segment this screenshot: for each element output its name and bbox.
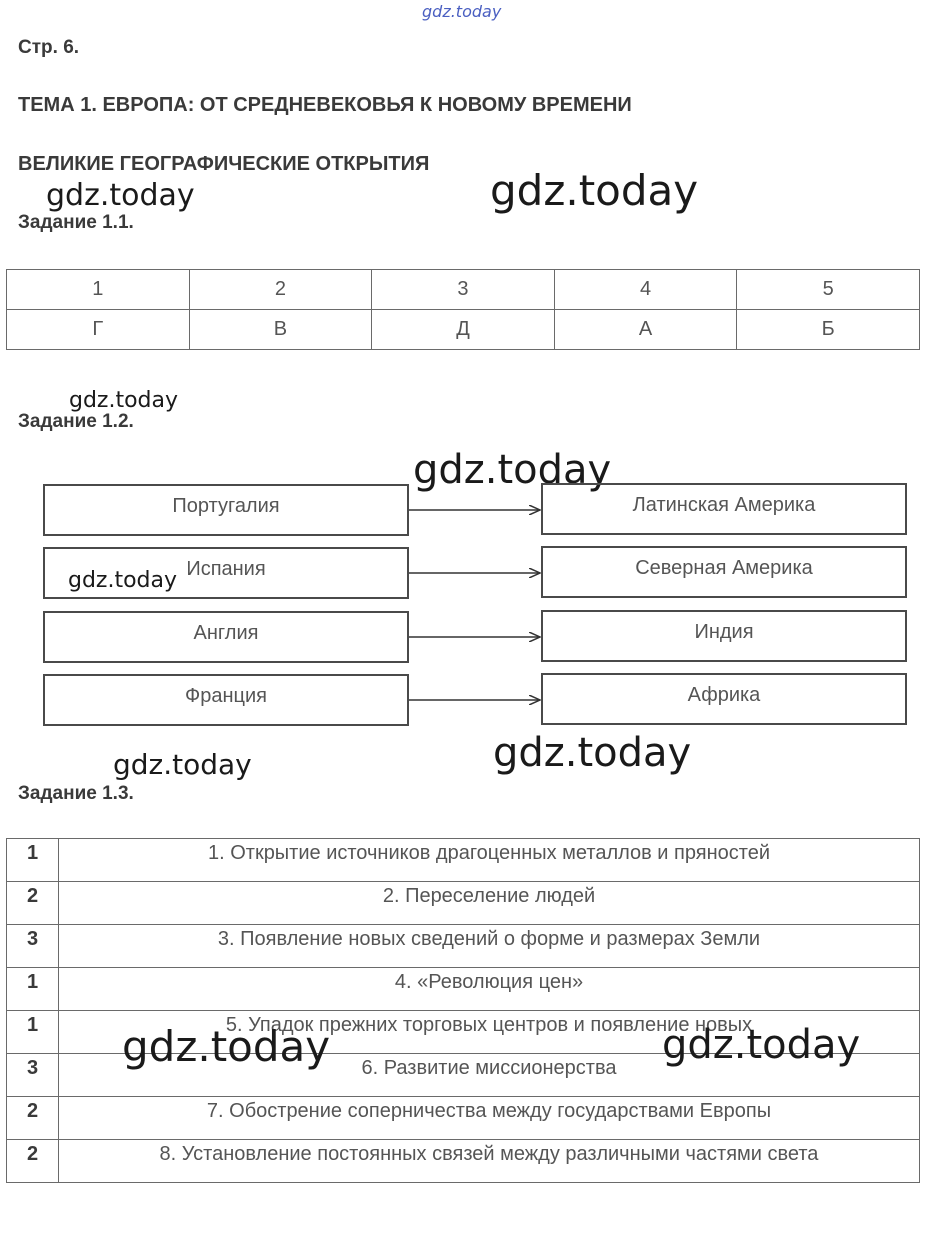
table-row [7,1140,920,1183]
table-row [7,882,920,925]
watermark: gdz.today [413,447,612,493]
table-row [7,968,920,1011]
consequence-text: 5. Упадок прежних торговых центров и появление новых [59,1011,920,1054]
watermark: gdz.today [46,178,195,213]
watermark: gdz.today [493,730,692,776]
country-label: Испания [186,558,266,580]
answer-number: 3 [7,925,59,968]
consequence-text: 2. Переселение людей [59,882,920,925]
table-cell: Б [737,310,920,350]
table-cell: Г [7,310,190,350]
table-cell: 4 [554,270,737,310]
task-1-3-table [6,838,920,1183]
table-row [7,925,920,968]
consequence-text: 4. «Революция цен» [59,968,920,1011]
consequence-text: 3. Появление новых сведений о форме и размерах Земли [59,925,920,968]
country-label: Англия [193,622,259,644]
answer-number: 3 [7,1054,59,1097]
consequence-text: 7. Обострение соперничества между государствами Европы [59,1097,920,1140]
table-cell: 3 [372,270,555,310]
watermark: gdz.today [113,748,252,781]
task-1-2-title: Задание 1.2. [18,411,134,432]
watermark: gdz.today [68,568,178,593]
watermark: gdz.today [122,1022,331,1071]
answer-number: 1 [7,1011,59,1054]
answer-number: 2 [7,1097,59,1140]
table-cell: 2 [189,270,372,310]
watermark: gdz.today [69,388,179,413]
section-title: ВЕЛИКИЕ ГЕОГРАФИЧЕСКИЕ ОТКРЫТИЯ [18,153,430,175]
consequence-text: 8. Установление постоянных связей между различными частями света [59,1140,920,1183]
page-label: Стр. 6. [18,37,80,58]
country-label: Португалия [172,495,280,517]
table-row [7,1097,920,1140]
table-cell: А [554,310,737,350]
region-label: Северная Америка [635,557,813,579]
region-label: Африка [687,684,761,706]
table-row [7,839,920,882]
region-label: Индия [694,621,754,643]
table-cell: 5 [737,270,920,310]
answer-number: 1 [7,968,59,1011]
watermark: gdz.today [662,1022,861,1068]
answer-number: 1 [7,839,59,882]
consequence-text: 6. Развитие миссионерства [59,1054,920,1097]
task-1-3-title: Задание 1.3. [18,783,134,804]
answer-number: 2 [7,882,59,925]
region-label: Латинская Америка [632,494,816,516]
theme-title: ТЕМА 1. ЕВРОПА: ОТ СРЕДНЕВЕКОВЬЯ К НОВОМУ ВРЕМЕНИ [18,94,632,116]
country-label: Франция [185,685,267,707]
table-cell: В [189,310,372,350]
table-cell: Д [372,310,555,350]
watermark: gdz.today [490,166,699,215]
answer-number: 2 [7,1140,59,1183]
watermark-top: gdz.today [422,2,502,21]
task-1-1-title: Задание 1.1. [18,212,134,233]
table-cell: 1 [7,270,190,310]
consequence-text: 1. Открытие источников драгоценных металлов и пряностей [59,839,920,882]
